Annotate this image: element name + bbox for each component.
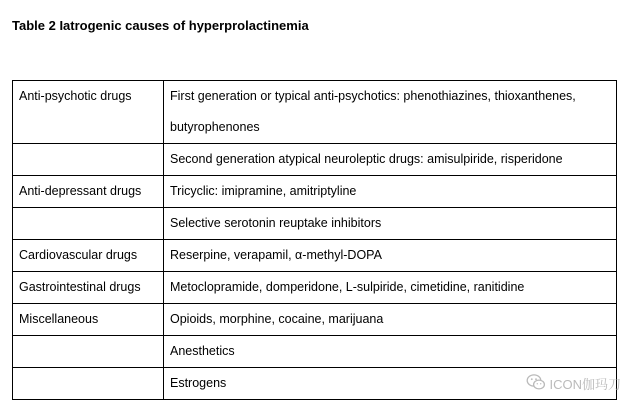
category-cell: Anti-depressant drugs	[13, 176, 164, 208]
drugs-cell: Tricyclic: imipramine, amitriptyline	[164, 176, 617, 208]
drugs-cell-line: butyrophenones	[170, 120, 260, 134]
watermark-text: ICON伽玛刀	[549, 377, 621, 392]
table-row	[13, 81, 617, 144]
wechat-icon	[526, 373, 546, 394]
drugs-cell: Selective serotonin reuptake inhibitors	[164, 208, 617, 240]
table-row	[13, 336, 617, 368]
category-cell	[13, 144, 164, 176]
category-cell	[13, 208, 164, 240]
drugs-cell: Estrogens	[164, 368, 617, 400]
drugs-cell-line: First generation or typical anti-psychotics: phenothiazines, thioxanthenes,	[170, 89, 576, 103]
category-cell: Anti-psychotic drugs	[13, 81, 164, 144]
table-row	[13, 208, 617, 240]
table-row	[13, 240, 617, 272]
category-cell: Miscellaneous	[13, 304, 164, 336]
drugs-cell: Second generation atypical neuroleptic drugs: amisulpiride, risperidone	[164, 144, 617, 176]
category-cell	[13, 368, 164, 400]
drugs-cell: Metoclopramide, domperidone, L-sulpiride, cimetidine, ranitidine	[164, 272, 617, 304]
table-row	[13, 144, 617, 176]
drugs-cell: Opioids, morphine, cocaine, marijuana	[164, 304, 617, 336]
category-cell: Gastrointestinal drugs	[13, 272, 164, 304]
category-cell	[13, 336, 164, 368]
category-cell: Cardiovascular drugs	[13, 240, 164, 272]
table-row	[13, 176, 617, 208]
drugs-cell: Reserpine, verapamil, α-methyl-DOPA	[164, 240, 617, 272]
table-row	[13, 272, 617, 304]
drugs-cell: Anesthetics	[164, 336, 617, 368]
causes-table	[12, 80, 617, 400]
watermark	[526, 373, 621, 394]
table-title: Table 2 Iatrogenic causes of hyperprolactinemia	[12, 18, 309, 33]
table-row	[13, 304, 617, 336]
drugs-cell	[164, 81, 617, 144]
